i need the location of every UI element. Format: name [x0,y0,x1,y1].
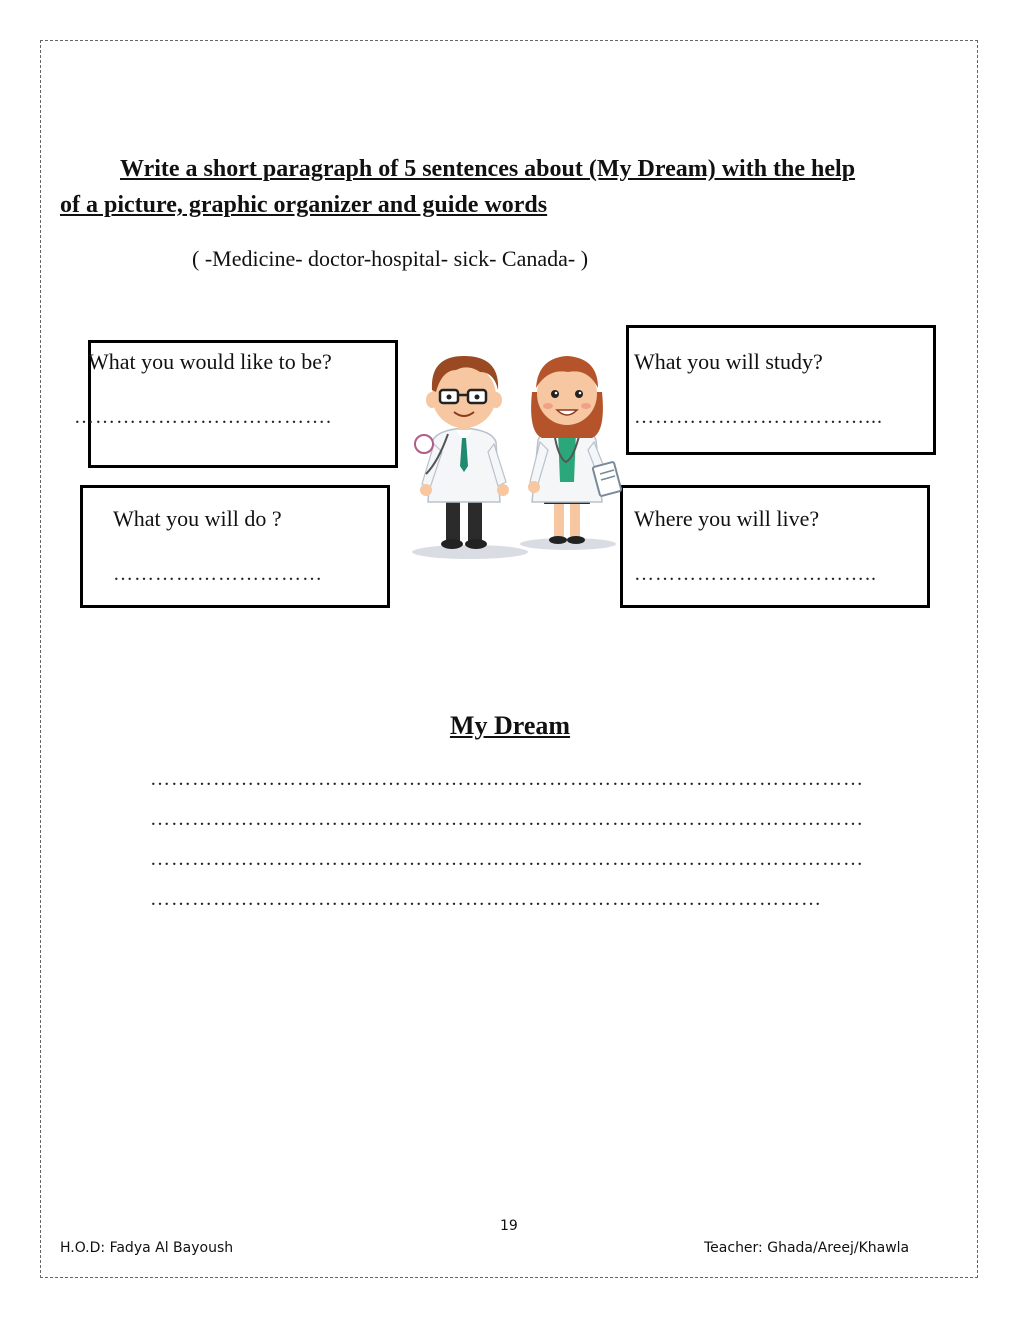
question-live: Where you will live? [634,506,820,531]
writing-line-2[interactable]: ………………………………………………………………………………………… [150,808,864,830]
instruction-line-1: Write a short paragraph of 5 sentences about (My Dream) with the help [120,156,856,182]
guide-words: ( -Medicine- doctor-hospital- sick- Canada- ) [192,246,589,271]
answer-blank-do[interactable]: ………………………… [113,563,323,585]
box-do [80,485,390,608]
writing-line-4[interactable]: …………………………………………………………………………………… [150,888,822,910]
instruction-line-2: of a picture, graphic organizer and guide words [60,192,548,218]
writing-line-3[interactable]: ………………………………………………………………………………………… [150,848,864,870]
dream-title: My Dream [449,711,571,740]
answer-blank-like-to-be[interactable]: ………………………………. [74,406,332,428]
page-border [40,40,978,1278]
answer-blank-live[interactable]: …………………………….. [634,563,877,585]
footer-hod: H.O.D: Fadya Al Bayoush [60,1240,234,1256]
footer-teacher: Teacher: Ghada/Areej/Khawla [704,1240,910,1256]
question-study: What you will study? [634,349,823,374]
page-number: 19 [500,1218,518,1234]
answer-blank-study[interactable]: ……………………………... [634,406,883,428]
question-do: What you will do ? [113,506,282,531]
box-study [626,325,936,455]
question-like-to-be: What you would like to be? [88,349,332,374]
box-live [620,485,930,608]
doctors-illustration [408,342,628,564]
writing-line-1[interactable]: ………………………………………………………………………………………… [150,768,864,790]
